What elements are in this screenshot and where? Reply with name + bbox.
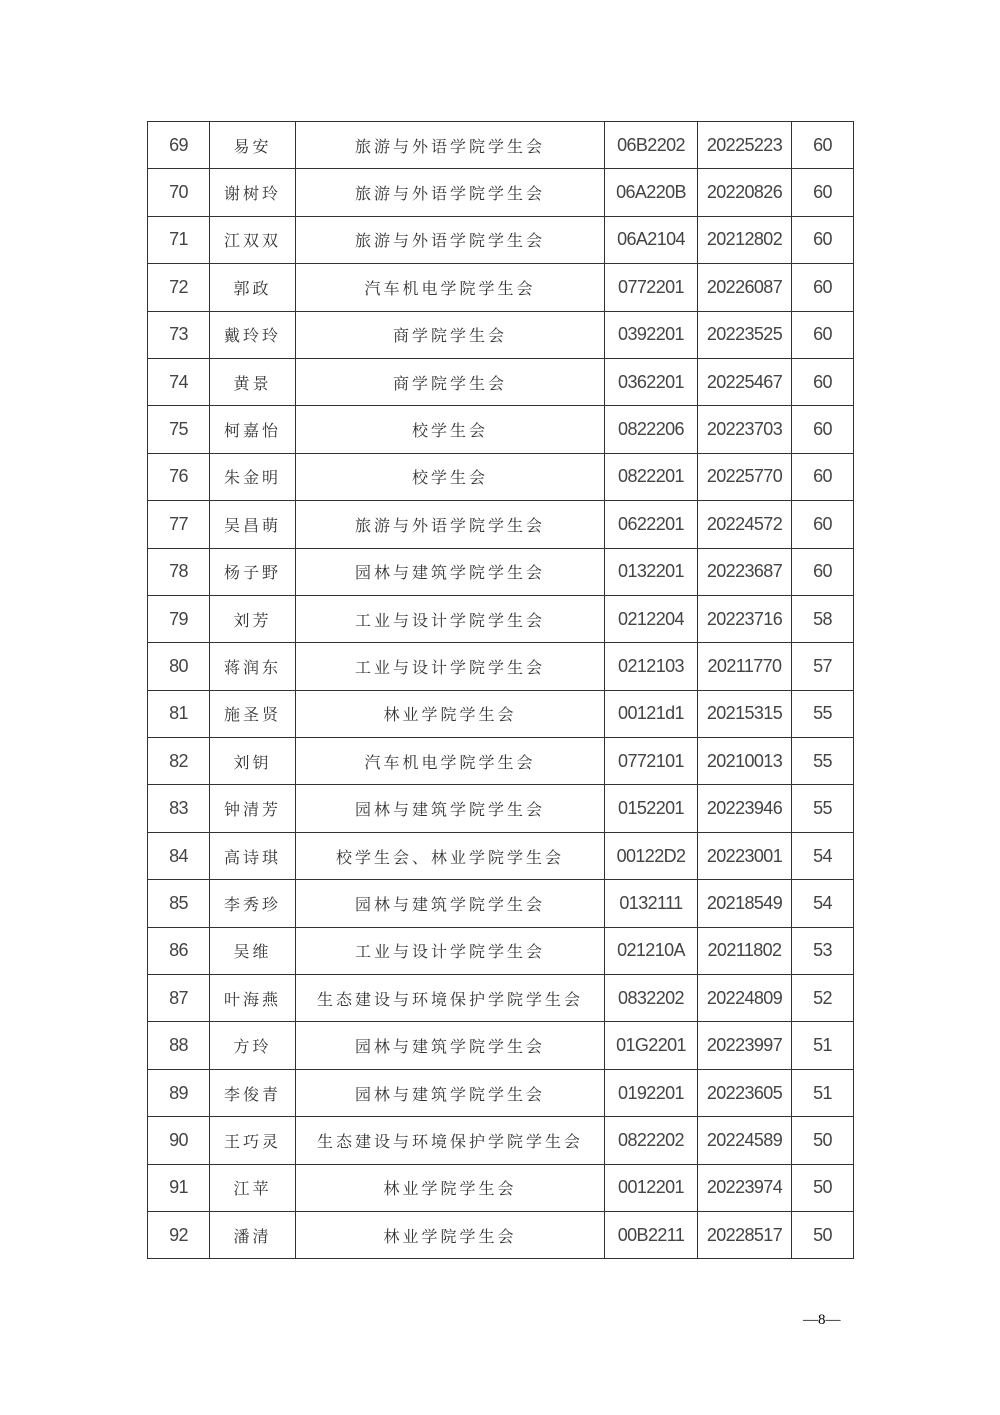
student-name-cell: 李秀珍 xyxy=(210,880,296,927)
student-id-cell: 20224809 xyxy=(698,975,792,1022)
organization-cell: 生态建设与环境保护学院学生会 xyxy=(296,975,605,1022)
student-name-cell: 吴昌萌 xyxy=(210,501,296,548)
class-code-cell: 0362201 xyxy=(605,358,698,405)
score-cell: 52 xyxy=(792,975,854,1022)
student-id-cell: 20223525 xyxy=(698,311,792,358)
student-name-cell: 吴维 xyxy=(210,927,296,974)
organization-cell: 旅游与外语学院学生会 xyxy=(296,216,605,263)
student-name-cell: 叶海燕 xyxy=(210,975,296,1022)
table-row xyxy=(148,1022,854,1069)
class-code-cell: 00122D2 xyxy=(605,832,698,879)
student-id-cell: 20223974 xyxy=(698,1164,792,1211)
table-row xyxy=(148,643,854,690)
student-id-cell: 20224589 xyxy=(698,1117,792,1164)
class-code-cell: 0822202 xyxy=(605,1117,698,1164)
table-row xyxy=(148,1069,854,1116)
score-cell: 55 xyxy=(792,738,854,785)
student-id-cell: 20223946 xyxy=(698,785,792,832)
table-row xyxy=(148,216,854,263)
student-list-table xyxy=(147,121,854,1259)
organization-cell: 林业学院学生会 xyxy=(296,1164,605,1211)
class-code-cell: 0822206 xyxy=(605,406,698,453)
class-code-cell: 0132201 xyxy=(605,548,698,595)
table-row xyxy=(148,1211,854,1258)
class-code-cell: 06B2202 xyxy=(605,122,698,169)
table-row xyxy=(148,453,854,500)
row-number-cell: 88 xyxy=(148,1022,210,1069)
student-name-cell: 黄景 xyxy=(210,358,296,405)
score-cell: 60 xyxy=(792,406,854,453)
student-name-cell: 蒋润东 xyxy=(210,643,296,690)
class-code-cell: 0132111 xyxy=(605,880,698,927)
score-cell: 55 xyxy=(792,690,854,737)
student-name-cell: 易安 xyxy=(210,122,296,169)
student-id-cell: 20220826 xyxy=(698,169,792,216)
row-number-cell: 77 xyxy=(148,501,210,548)
score-cell: 50 xyxy=(792,1117,854,1164)
class-code-cell: 0772201 xyxy=(605,264,698,311)
class-code-cell: 0192201 xyxy=(605,1069,698,1116)
student-id-cell: 20224572 xyxy=(698,501,792,548)
table-row xyxy=(148,738,854,785)
student-id-cell: 20223687 xyxy=(698,548,792,595)
row-number-cell: 74 xyxy=(148,358,210,405)
student-id-cell: 20223001 xyxy=(698,832,792,879)
table-row xyxy=(148,832,854,879)
student-name-cell: 江苹 xyxy=(210,1164,296,1211)
student-name-cell: 王巧灵 xyxy=(210,1117,296,1164)
score-cell: 60 xyxy=(792,216,854,263)
row-number-cell: 80 xyxy=(148,643,210,690)
student-id-cell: 20210013 xyxy=(698,738,792,785)
row-number-cell: 81 xyxy=(148,690,210,737)
row-number-cell: 82 xyxy=(148,738,210,785)
student-id-cell: 20226087 xyxy=(698,264,792,311)
score-cell: 50 xyxy=(792,1164,854,1211)
organization-cell: 园林与建筑学院学生会 xyxy=(296,548,605,595)
row-number-cell: 75 xyxy=(148,406,210,453)
score-cell: 58 xyxy=(792,595,854,642)
row-number-cell: 71 xyxy=(148,216,210,263)
class-code-cell: 01G2201 xyxy=(605,1022,698,1069)
score-cell: 60 xyxy=(792,169,854,216)
table-row xyxy=(148,1117,854,1164)
score-cell: 54 xyxy=(792,832,854,879)
student-name-cell: 戴玲玲 xyxy=(210,311,296,358)
class-code-cell: 0622201 xyxy=(605,501,698,548)
score-cell: 53 xyxy=(792,927,854,974)
organization-cell: 园林与建筑学院学生会 xyxy=(296,1069,605,1116)
table-row xyxy=(148,880,854,927)
table-row xyxy=(148,927,854,974)
organization-cell: 工业与设计学院学生会 xyxy=(296,927,605,974)
student-name-cell: 李俊青 xyxy=(210,1069,296,1116)
row-number-cell: 90 xyxy=(148,1117,210,1164)
student-name-cell: 江双双 xyxy=(210,216,296,263)
row-number-cell: 78 xyxy=(148,548,210,595)
student-id-cell: 20223716 xyxy=(698,595,792,642)
row-number-cell: 86 xyxy=(148,927,210,974)
organization-cell: 工业与设计学院学生会 xyxy=(296,643,605,690)
score-cell: 57 xyxy=(792,643,854,690)
class-code-cell: 0212204 xyxy=(605,595,698,642)
class-code-cell: 0832202 xyxy=(605,975,698,1022)
student-name-cell: 施圣贤 xyxy=(210,690,296,737)
student-id-cell: 20223605 xyxy=(698,1069,792,1116)
row-number-cell: 76 xyxy=(148,453,210,500)
table-row xyxy=(148,122,854,169)
score-cell: 50 xyxy=(792,1211,854,1258)
organization-cell: 商学院学生会 xyxy=(296,358,605,405)
organization-cell: 生态建设与环境保护学院学生会 xyxy=(296,1117,605,1164)
organization-cell: 商学院学生会 xyxy=(296,311,605,358)
student-name-cell: 方玲 xyxy=(210,1022,296,1069)
table-row xyxy=(148,548,854,595)
table-row xyxy=(148,1164,854,1211)
student-id-cell: 20211770 xyxy=(698,643,792,690)
score-cell: 60 xyxy=(792,453,854,500)
student-id-cell: 20225770 xyxy=(698,453,792,500)
class-code-cell: 0822201 xyxy=(605,453,698,500)
page-number: —8— xyxy=(803,1312,841,1328)
table-row xyxy=(148,595,854,642)
score-cell: 60 xyxy=(792,358,854,405)
table-row xyxy=(148,501,854,548)
class-code-cell: 021210A xyxy=(605,927,698,974)
table-row xyxy=(148,690,854,737)
class-code-cell: 0392201 xyxy=(605,311,698,358)
class-code-cell: 0772101 xyxy=(605,738,698,785)
row-number-cell: 83 xyxy=(148,785,210,832)
organization-cell: 汽车机电学院学生会 xyxy=(296,738,605,785)
student-id-cell: 20211802 xyxy=(698,927,792,974)
student-id-cell: 20215315 xyxy=(698,690,792,737)
table-row xyxy=(148,785,854,832)
student-name-cell: 朱金明 xyxy=(210,453,296,500)
student-id-cell: 20228517 xyxy=(698,1211,792,1258)
student-id-cell: 20223703 xyxy=(698,406,792,453)
score-cell: 60 xyxy=(792,501,854,548)
table-row xyxy=(148,358,854,405)
score-cell: 60 xyxy=(792,264,854,311)
table-row xyxy=(148,311,854,358)
student-name-cell: 高诗琪 xyxy=(210,832,296,879)
score-cell: 54 xyxy=(792,880,854,927)
organization-cell: 旅游与外语学院学生会 xyxy=(296,501,605,548)
row-number-cell: 72 xyxy=(148,264,210,311)
row-number-cell: 85 xyxy=(148,880,210,927)
student-id-cell: 20212802 xyxy=(698,216,792,263)
class-code-cell: 06A2104 xyxy=(605,216,698,263)
organization-cell: 林业学院学生会 xyxy=(296,1211,605,1258)
score-cell: 51 xyxy=(792,1022,854,1069)
score-cell: 51 xyxy=(792,1069,854,1116)
table-row xyxy=(148,169,854,216)
student-id-cell: 20225223 xyxy=(698,122,792,169)
organization-cell: 校学生会、林业学院学生会 xyxy=(296,832,605,879)
score-cell: 55 xyxy=(792,785,854,832)
student-id-cell: 20218549 xyxy=(698,880,792,927)
score-cell: 60 xyxy=(792,311,854,358)
student-name-cell: 刘芳 xyxy=(210,595,296,642)
class-code-cell: 0212103 xyxy=(605,643,698,690)
organization-cell: 工业与设计学院学生会 xyxy=(296,595,605,642)
organization-cell: 园林与建筑学院学生会 xyxy=(296,785,605,832)
score-cell: 60 xyxy=(792,548,854,595)
table-row xyxy=(148,406,854,453)
student-name-cell: 柯嘉怡 xyxy=(210,406,296,453)
row-number-cell: 89 xyxy=(148,1069,210,1116)
organization-cell: 校学生会 xyxy=(296,406,605,453)
organization-cell: 园林与建筑学院学生会 xyxy=(296,1022,605,1069)
student-name-cell: 潘清 xyxy=(210,1211,296,1258)
row-number-cell: 91 xyxy=(148,1164,210,1211)
student-name-cell: 谢树玲 xyxy=(210,169,296,216)
row-number-cell: 92 xyxy=(148,1211,210,1258)
class-code-cell: 00B2211 xyxy=(605,1211,698,1258)
organization-cell: 林业学院学生会 xyxy=(296,690,605,737)
row-number-cell: 69 xyxy=(148,122,210,169)
organization-cell: 园林与建筑学院学生会 xyxy=(296,880,605,927)
student-id-cell: 20223997 xyxy=(698,1022,792,1069)
student-id-cell: 20225467 xyxy=(698,358,792,405)
organization-cell: 汽车机电学院学生会 xyxy=(296,264,605,311)
class-code-cell: 0152201 xyxy=(605,785,698,832)
organization-cell: 旅游与外语学院学生会 xyxy=(296,122,605,169)
student-name-cell: 杨子野 xyxy=(210,548,296,595)
table-row xyxy=(148,264,854,311)
organization-cell: 校学生会 xyxy=(296,453,605,500)
class-code-cell: 06A220B xyxy=(605,169,698,216)
organization-cell: 旅游与外语学院学生会 xyxy=(296,169,605,216)
row-number-cell: 84 xyxy=(148,832,210,879)
row-number-cell: 79 xyxy=(148,595,210,642)
class-code-cell: 00121d1 xyxy=(605,690,698,737)
student-name-cell: 钟清芳 xyxy=(210,785,296,832)
row-number-cell: 73 xyxy=(148,311,210,358)
table-row xyxy=(148,975,854,1022)
score-cell: 60 xyxy=(792,122,854,169)
row-number-cell: 87 xyxy=(148,975,210,1022)
student-name-cell: 郭政 xyxy=(210,264,296,311)
student-name-cell: 刘钥 xyxy=(210,738,296,785)
class-code-cell: 0012201 xyxy=(605,1164,698,1211)
row-number-cell: 70 xyxy=(148,169,210,216)
